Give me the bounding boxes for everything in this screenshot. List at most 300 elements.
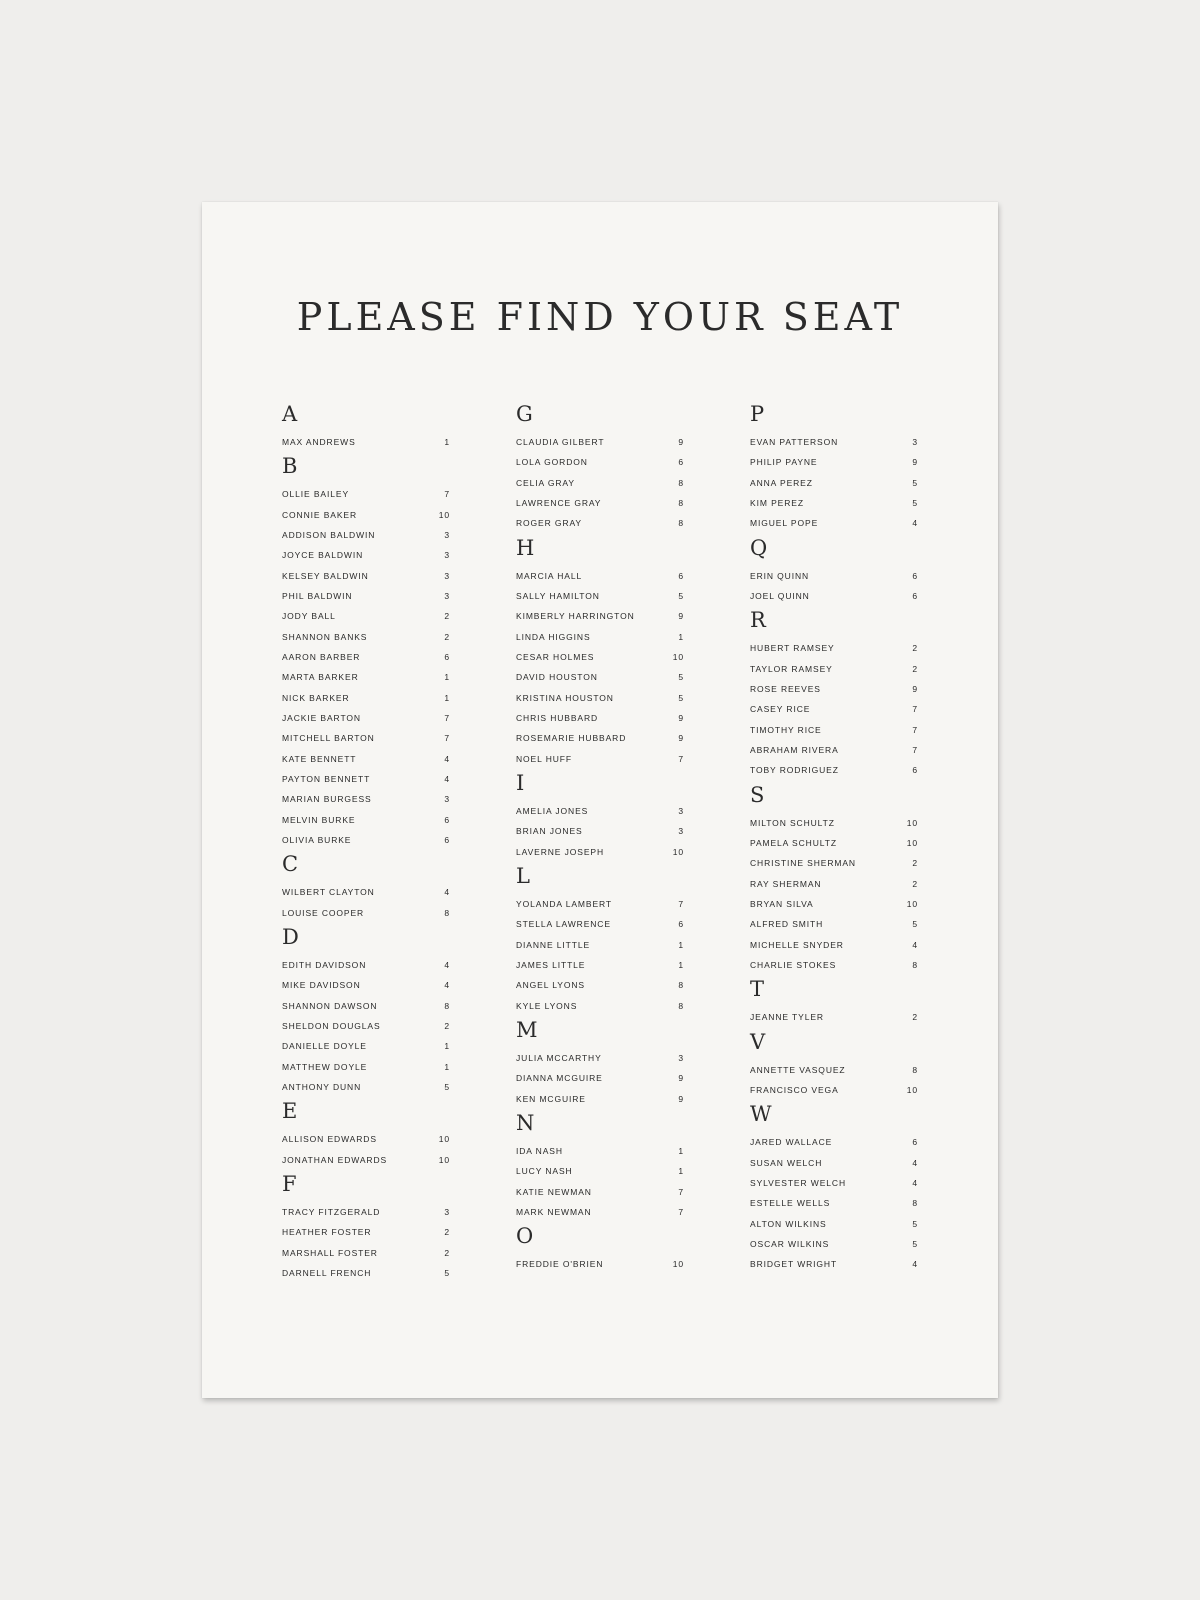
table-number: 6	[912, 1137, 918, 1148]
guest-name: TIMOTHY RICE	[750, 724, 822, 735]
guest-entry	[282, 1057, 450, 1077]
group-letter: L	[516, 863, 530, 888]
group-letter: V	[750, 1029, 766, 1054]
letter-group	[282, 1170, 450, 1283]
letter-group	[516, 534, 684, 769]
table-number: 9	[678, 437, 684, 448]
table-number: 3	[444, 591, 450, 602]
group-letter: G	[516, 402, 533, 426]
group-letter: B	[282, 454, 298, 479]
letter-group	[516, 862, 684, 1016]
guest-name: AMELIA JONES	[516, 806, 589, 817]
guest-name: MARTA BARKER	[282, 672, 359, 683]
guest-name: YOLANDA LAMBERT	[516, 899, 613, 910]
table-number: 1	[678, 1166, 684, 1177]
guest-entry	[750, 473, 918, 493]
guest-name: MITCHELL BARTON	[282, 733, 375, 744]
guest-entry	[516, 728, 684, 748]
table-number: 7	[444, 713, 450, 724]
table-number: 4	[444, 753, 450, 764]
guest-entry	[282, 1222, 450, 1242]
table-number: 7	[678, 753, 684, 764]
guest-name: EDITH DAVIDSON	[282, 960, 367, 971]
group-letter: E	[282, 1099, 298, 1124]
guest-name: SHANNON DAWSON	[282, 1000, 378, 1011]
table-number: 2	[444, 1021, 450, 1032]
table-number: 3	[678, 1053, 684, 1064]
guest-entry	[282, 432, 450, 452]
guest-name: CHARLIE STOKES	[750, 960, 837, 971]
guest-entry	[282, 708, 450, 728]
guest-name: ADDISON BALDWIN	[282, 530, 376, 541]
guest-name: MARSHALL FOSTER	[282, 1247, 378, 1258]
table-number: 10	[906, 899, 918, 910]
table-number: 5	[444, 1267, 450, 1278]
letter-group	[282, 850, 450, 923]
guest-name: JULIA MCCARTHY	[516, 1053, 602, 1064]
guest-entry	[750, 1007, 918, 1027]
table-number: 8	[678, 477, 684, 488]
table-number: 3	[912, 437, 918, 448]
guest-name: PHIL BALDWIN	[282, 591, 353, 602]
guest-name: KATIE NEWMAN	[516, 1186, 592, 1197]
guest-entry	[516, 1161, 684, 1181]
guest-entry	[516, 821, 684, 841]
group-letter: A	[282, 402, 298, 426]
guest-name: CESAR HOLMES	[516, 652, 595, 663]
table-number: 5	[678, 591, 684, 602]
group-letter: H	[516, 535, 535, 560]
guest-name: KELSEY BALDWIN	[282, 570, 369, 581]
guest-name: ESTELLE WELLS	[750, 1198, 831, 1209]
guest-name: HEATHER FOSTER	[282, 1227, 372, 1238]
guest-name: ANTHONY DUNN	[282, 1082, 362, 1093]
guest-name: FREDDIE O'BRIEN	[516, 1259, 604, 1270]
guest-entry	[282, 627, 450, 647]
guest-entry	[750, 1080, 918, 1100]
table-number: 9	[912, 457, 918, 468]
guest-entry	[516, 842, 684, 862]
guest-name: DIANNA MCGUIRE	[516, 1073, 603, 1084]
guest-name: SHANNON BANKS	[282, 631, 368, 642]
guest-entry	[282, 1129, 450, 1149]
table-number: 3	[444, 794, 450, 805]
guest-name: ABRAHAM RIVERA	[750, 745, 839, 756]
guest-name: STELLA LAWRENCE	[516, 919, 611, 930]
letter-group	[750, 606, 918, 780]
guest-entry	[516, 708, 684, 728]
table-number: 5	[912, 1239, 918, 1249]
guest-entry	[282, 505, 450, 525]
guest-name: CHRISTINE SHERMAN	[750, 858, 856, 869]
table-number: 3	[444, 570, 450, 581]
guest-entry	[750, 874, 918, 894]
guest-entry	[282, 1077, 450, 1097]
guest-name: AARON BARBER	[282, 652, 361, 663]
guest-entry	[516, 606, 684, 626]
table-number: 7	[912, 724, 918, 735]
guest-name: LUCY NASH	[516, 1166, 573, 1177]
guest-name: CELIA GRAY	[516, 477, 575, 488]
guest-entry	[750, 452, 918, 472]
guest-entry	[750, 586, 918, 606]
table-number: 7	[912, 704, 918, 715]
table-number: 3	[444, 1207, 450, 1217]
guest-name: LINDA HIGGINS	[516, 631, 591, 642]
guest-name: BRYAN SILVA	[750, 899, 814, 910]
table-number: 1	[678, 631, 684, 642]
group-letter: R	[750, 608, 766, 633]
guest-name: ROGER GRAY	[516, 518, 582, 529]
table-number: 5	[912, 498, 918, 509]
guest-name: KEN MCGUIRE	[516, 1093, 586, 1104]
guest-name: MIKE DAVIDSON	[282, 980, 361, 991]
guest-entry	[516, 688, 684, 708]
guest-entry	[750, 659, 918, 679]
table-number: 1	[678, 939, 684, 950]
table-number: 7	[678, 1186, 684, 1197]
guest-name: SYLVESTER WELCH	[750, 1178, 847, 1189]
table-number: 2	[912, 663, 918, 674]
guest-name: MIGUEL POPE	[750, 518, 819, 529]
guest-entry	[282, 882, 450, 902]
guest-name: EVAN PATTERSON	[750, 437, 839, 448]
guest-name: LOUISE COOPER	[282, 907, 365, 918]
guest-name: KATE BENNETT	[282, 753, 357, 764]
guest-entry	[516, 1048, 684, 1068]
guest-entry	[516, 749, 684, 769]
guest-entry	[750, 566, 918, 586]
guest-entry	[282, 647, 450, 667]
guest-entry	[282, 903, 450, 923]
guest-name: PAYTON BENNETT	[282, 774, 371, 785]
guest-name: CONNIE BAKER	[282, 509, 358, 520]
guest-name: LAVERNE JOSEPH	[516, 846, 605, 857]
guest-entry	[516, 1141, 684, 1161]
guest-entry	[516, 975, 684, 995]
table-number: 10	[906, 817, 918, 828]
guest-entry	[750, 699, 918, 719]
guest-entry	[516, 452, 684, 472]
table-number: 5	[912, 919, 918, 930]
guest-name: SUSAN WELCH	[750, 1157, 823, 1168]
guest-entry	[750, 853, 918, 873]
guest-entry	[282, 484, 450, 504]
guest-name: BRIDGET WRIGHT	[750, 1259, 838, 1270]
table-number: 1	[444, 672, 450, 683]
guest-entry	[750, 914, 918, 934]
guest-entry	[516, 432, 684, 452]
guest-entry	[750, 1254, 918, 1274]
table-number: 2	[444, 1247, 450, 1258]
table-number: 8	[912, 1198, 918, 1209]
table-number: 3	[444, 530, 450, 541]
table-number: 6	[678, 457, 684, 468]
guest-name: MILTON SCHULTZ	[750, 817, 835, 828]
table-number: 6	[912, 765, 918, 776]
guest-entry	[282, 1036, 450, 1056]
guest-name: TAYLOR RAMSEY	[750, 663, 833, 674]
table-number: 5	[678, 672, 684, 683]
table-number: 8	[912, 960, 918, 971]
guest-name: TOBY RODRIGUEZ	[750, 765, 839, 776]
seating-column-2	[516, 400, 684, 1283]
guest-entry	[282, 789, 450, 809]
table-number: 1	[678, 960, 684, 971]
guest-entry	[282, 975, 450, 995]
guest-name: DIANNE LITTLE	[516, 939, 591, 950]
guest-name: FRANCISCO VEGA	[750, 1085, 839, 1096]
guest-name: RAY SHERMAN	[750, 878, 822, 889]
guest-entry	[282, 728, 450, 748]
group-letter: N	[516, 1110, 535, 1135]
guest-entry	[516, 996, 684, 1016]
letter-group	[282, 1097, 450, 1170]
guest-entry	[750, 1193, 918, 1213]
seating-chart-card	[202, 202, 998, 1398]
letter-group	[282, 923, 450, 1097]
guest-name: ROSE REEVES	[750, 684, 821, 695]
guest-entry	[750, 720, 918, 740]
guest-entry	[516, 586, 684, 606]
table-number: 4	[912, 939, 918, 950]
guest-entry	[516, 566, 684, 586]
table-number: 10	[672, 1259, 684, 1270]
table-number: 6	[678, 919, 684, 930]
guest-entry	[750, 760, 918, 780]
table-number: 6	[912, 570, 918, 581]
guest-name: ALLISON EDWARDS	[282, 1134, 377, 1145]
letter-group	[750, 400, 918, 534]
table-number: 9	[678, 1093, 684, 1104]
table-number: 1	[444, 437, 450, 448]
letter-group	[516, 1222, 684, 1274]
letter-group	[516, 769, 684, 862]
table-number: 9	[678, 611, 684, 622]
table-number: 10	[438, 1154, 450, 1165]
table-number: 9	[678, 1073, 684, 1084]
seating-column-3	[750, 400, 918, 1283]
table-number: 6	[912, 591, 918, 602]
group-letter: O	[516, 1224, 534, 1249]
table-number: 5	[912, 1218, 918, 1229]
guest-name: ANNETTE VASQUEZ	[750, 1064, 846, 1075]
guest-entry	[282, 996, 450, 1016]
seating-columns	[282, 400, 918, 1283]
table-number: 4	[444, 980, 450, 991]
group-letter: F	[282, 1171, 297, 1196]
guest-entry	[750, 1173, 918, 1193]
guest-name: KYLE LYONS	[516, 1000, 578, 1011]
guest-entry	[516, 894, 684, 914]
table-number: 4	[912, 518, 918, 529]
table-number: 7	[678, 899, 684, 910]
guest-entry	[516, 801, 684, 821]
table-number: 10	[672, 846, 684, 857]
table-number: 8	[444, 1000, 450, 1011]
table-number: 2	[444, 1227, 450, 1238]
table-number: 10	[906, 838, 918, 849]
guest-name: JODY BALL	[282, 611, 336, 622]
letter-group	[516, 1109, 684, 1222]
table-number: 2	[912, 643, 918, 654]
guest-name: ANGEL LYONS	[516, 980, 585, 991]
guest-entry	[282, 1202, 450, 1222]
guest-entry	[516, 1254, 684, 1274]
group-letter: P	[750, 402, 765, 426]
guest-entry	[750, 955, 918, 975]
letter-group	[516, 400, 684, 534]
guest-entry	[750, 679, 918, 699]
group-letter: Q	[750, 535, 768, 560]
table-number: 8	[678, 980, 684, 991]
table-number: 10	[438, 509, 450, 520]
guest-entry	[282, 955, 450, 975]
guest-entry	[516, 473, 684, 493]
table-number: 10	[438, 1134, 450, 1145]
group-letter: D	[282, 924, 299, 949]
guest-name: KIMBERLY HARRINGTON	[516, 611, 635, 622]
guest-entry	[516, 955, 684, 975]
guest-entry	[282, 566, 450, 586]
table-number: 4	[912, 1157, 918, 1168]
guest-entry	[282, 545, 450, 565]
guest-entry	[750, 513, 918, 533]
guest-entry	[282, 606, 450, 626]
table-number: 7	[678, 1207, 684, 1217]
table-number: 4	[912, 1259, 918, 1270]
guest-name: MATTHEW DOYLE	[282, 1061, 368, 1072]
guest-entry	[516, 627, 684, 647]
guest-name: OLIVIA BURKE	[282, 835, 352, 846]
guest-name: MARCIA HALL	[516, 570, 583, 581]
guest-entry	[516, 647, 684, 667]
guest-name: MARIAN BURGESS	[282, 794, 372, 805]
guest-entry	[282, 1263, 450, 1283]
table-number: 8	[678, 1000, 684, 1011]
guest-name: SHELDON DOUGLAS	[282, 1021, 381, 1032]
table-number: 3	[444, 550, 450, 561]
guest-name: JOYCE BALDWIN	[282, 550, 364, 561]
guest-entry	[750, 935, 918, 955]
group-letter: I	[516, 770, 525, 795]
guest-name: ALFRED SMITH	[750, 919, 824, 930]
guest-entry	[516, 914, 684, 934]
letter-group	[516, 1016, 684, 1109]
guest-name: NOEL HUFF	[516, 753, 572, 764]
guest-name: OLLIE BAILEY	[282, 489, 350, 500]
letter-group	[750, 1028, 918, 1101]
table-number: 10	[906, 1085, 918, 1096]
guest-entry	[750, 1060, 918, 1080]
guest-name: ROSEMARIE HUBBARD	[516, 733, 627, 744]
table-number: 8	[912, 1064, 918, 1075]
seating-column-1	[282, 400, 450, 1283]
guest-entry	[282, 749, 450, 769]
guest-entry	[750, 833, 918, 853]
group-letter: C	[282, 852, 299, 877]
table-number: 9	[678, 733, 684, 744]
guest-name: PHILIP PAYNE	[750, 457, 818, 468]
guest-entry	[750, 493, 918, 513]
guest-entry	[750, 432, 918, 452]
guest-name: CLAUDIA GILBERT	[516, 437, 605, 448]
group-letter: S	[750, 782, 765, 807]
group-letter: W	[750, 1102, 772, 1127]
table-number: 4	[444, 960, 450, 971]
table-number: 7	[912, 745, 918, 756]
guest-entry	[282, 810, 450, 830]
guest-entry	[516, 493, 684, 513]
table-number: 5	[912, 477, 918, 488]
table-number: 4	[444, 774, 450, 785]
table-number: 2	[912, 858, 918, 869]
letter-group	[282, 400, 450, 452]
guest-name: OSCAR WILKINS	[750, 1239, 830, 1249]
guest-name: JONATHAN EDWARDS	[282, 1154, 388, 1165]
table-number: 1	[678, 1146, 684, 1157]
table-number: 10	[672, 652, 684, 663]
table-number: 1	[444, 1061, 450, 1072]
guest-name: IDA NASH	[516, 1146, 563, 1157]
guest-name: JACKIE BARTON	[282, 713, 361, 724]
guest-name: TRACY FITZGERALD	[282, 1207, 381, 1217]
table-number: 6	[444, 814, 450, 825]
guest-name: ANNA PEREZ	[750, 477, 813, 488]
guest-entry	[282, 1243, 450, 1263]
table-number: 8	[678, 518, 684, 529]
table-number: 4	[912, 1178, 918, 1189]
letter-group	[750, 781, 918, 976]
guest-entry	[750, 1234, 918, 1254]
guest-name: ERIN QUINN	[750, 570, 810, 581]
table-number: 8	[444, 907, 450, 918]
guest-entry	[516, 1202, 684, 1222]
table-number: 9	[678, 713, 684, 724]
group-letter: T	[750, 977, 765, 1002]
guest-name: KRISTINA HOUSTON	[516, 692, 614, 703]
table-number: 1	[444, 692, 450, 703]
guest-name: BRIAN JONES	[516, 826, 583, 837]
guest-entry	[282, 1150, 450, 1170]
guest-name: JAMES LITTLE	[516, 960, 586, 971]
guest-name: CASEY RICE	[750, 704, 811, 715]
guest-name: CHRIS HUBBARD	[516, 713, 599, 724]
letter-group	[750, 534, 918, 607]
guest-name: JARED WALLACE	[750, 1137, 833, 1148]
guest-name: DARNELL FRENCH	[282, 1267, 372, 1278]
guest-name: LAWRENCE GRAY	[516, 498, 602, 509]
guest-name: LOLA GORDON	[516, 457, 588, 468]
guest-entry	[282, 830, 450, 850]
guest-entry	[516, 513, 684, 533]
table-number: 2	[912, 878, 918, 889]
guest-entry	[516, 667, 684, 687]
table-number: 2	[912, 1012, 918, 1023]
guest-name: MELVIN BURKE	[282, 814, 356, 825]
guest-name: DANIELLE DOYLE	[282, 1041, 367, 1052]
page-title: PLEASE FIND YOUR SEAT	[296, 295, 904, 339]
table-number: 1	[444, 1041, 450, 1052]
table-number: 5	[444, 1082, 450, 1093]
guest-name: MICHELLE SNYDER	[750, 939, 844, 950]
guest-name: DAVID HOUSTON	[516, 672, 598, 683]
table-number: 6	[678, 570, 684, 581]
table-number: 6	[444, 652, 450, 663]
guest-entry	[750, 638, 918, 658]
table-number: 2	[444, 611, 450, 622]
guest-entry	[516, 1068, 684, 1088]
